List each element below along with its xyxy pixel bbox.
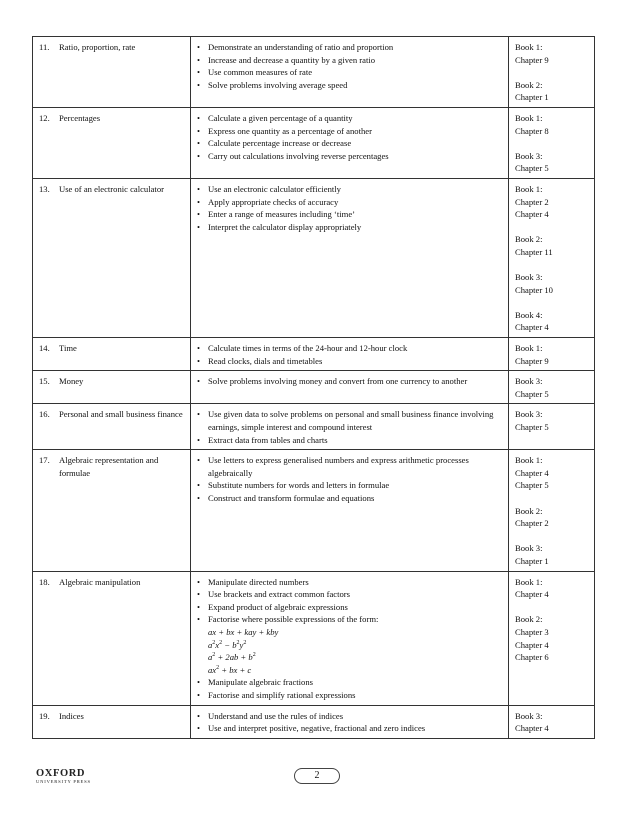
chapter-reference: Chapter 3: [515, 626, 549, 637]
objective-item: • Use letters to express generalised numbers and express arithmetic processes algebraically: [197, 454, 503, 479]
book-reference: Book 3:: [515, 272, 543, 283]
topic-number: 14.: [39, 343, 50, 354]
references-cell: [509, 178, 595, 337]
objectives-cell: [191, 37, 509, 108]
topic-name: Money: [59, 376, 84, 387]
publisher-subtitle: UNIVERSITY PRESS: [36, 779, 91, 784]
publisher-name: OXFORD: [36, 768, 86, 779]
objective-item: • Interpret the calculator display appropriately: [197, 221, 503, 234]
formula-item: $a^2 + 2ab + b^2$: [208, 652, 256, 663]
chapter-reference: Chapter 4: [515, 639, 549, 650]
objective-item: • Manipulate directed numbers: [197, 576, 503, 589]
topic-row: [33, 705, 595, 738]
references-cell: [509, 450, 595, 571]
topic-number: 16.: [39, 409, 50, 420]
topic-name: Percentages: [59, 112, 101, 123]
book-reference: Book 1:: [515, 455, 543, 466]
objective-item: • Use common measures of rate: [197, 66, 503, 79]
objective-item: • Calculate a given percentage of a quantity: [197, 112, 503, 125]
objective-item: • Calculate percentage increase or decrease: [197, 137, 503, 150]
objective-item: • Extract data from tables and charts: [197, 434, 503, 447]
chapter-reference: Chapter 6: [515, 652, 549, 663]
chapter-reference: Chapter 4: [515, 723, 549, 734]
topic-row: [33, 178, 595, 337]
objectives-cell: [191, 450, 509, 571]
objectives-list: [197, 576, 503, 702]
topic-cell: [33, 178, 191, 337]
topic-cell: [33, 107, 191, 178]
formula-item: ax + bx + kay + kby: [208, 626, 279, 637]
topic-name: Algebraic representation and formulae: [59, 455, 159, 478]
book-reference: Book 2:: [515, 505, 543, 516]
book-reference: Book 3:: [515, 376, 543, 387]
book-reference: Book 3:: [515, 150, 543, 161]
objectives-list: [197, 454, 503, 504]
objectives-list: [197, 41, 503, 91]
book-reference: Book 2:: [515, 234, 543, 245]
chapter-reference: Chapter 4: [515, 589, 549, 600]
book-reference: Book 1:: [515, 112, 543, 123]
formula-item: $ax^2$ + bx + c: [208, 664, 252, 675]
objectives-list: [197, 342, 503, 367]
references-cell: [509, 338, 595, 371]
objectives-cell: [191, 178, 509, 337]
topic-number: 17.: [39, 455, 50, 466]
book-reference: Book 1:: [515, 576, 543, 587]
book-reference: Book 1:: [515, 343, 543, 354]
chapter-reference: Chapter 1: [515, 92, 549, 103]
topic-cell: [33, 705, 191, 738]
objectives-cell: [191, 371, 509, 404]
objectives-list: [197, 375, 503, 388]
references-cell: [509, 107, 595, 178]
objective-item: • Read clocks, dials and timetables: [197, 355, 503, 368]
topic-cell: [33, 571, 191, 705]
book-reference: Book 1:: [515, 183, 543, 194]
chapter-reference: Chapter 5: [515, 163, 549, 174]
book-reference: Book 2:: [515, 79, 543, 90]
topic-number: 13.: [39, 183, 50, 194]
topic-name: Personal and small business finance: [59, 409, 183, 420]
topic-name: Indices: [59, 710, 84, 721]
topic-number: 19.: [39, 710, 50, 721]
objective-item: • Understand and use the rules of indices: [197, 710, 503, 723]
topic-row: [33, 371, 595, 404]
topic-name: Time: [59, 343, 77, 354]
chapter-reference: Chapter 4: [515, 209, 549, 220]
chapter-reference: Chapter 2: [515, 518, 549, 529]
topic-row: [33, 450, 595, 571]
chapter-reference: Chapter 5: [515, 480, 549, 491]
chapter-reference: Chapter 9: [515, 355, 549, 366]
chapter-reference: Chapter 4: [515, 322, 549, 333]
topic-cell: [33, 450, 191, 571]
objectives-list: [197, 710, 503, 735]
objective-item: • Use an electronic calculator efficiently: [197, 183, 503, 196]
topic-row: [33, 37, 595, 108]
oxford-logo: [36, 768, 91, 785]
objective-item: • Substitute numbers for words and letters in formulae: [197, 479, 503, 492]
topic-cell: [33, 404, 191, 450]
topic-name: Ratio, proportion, rate: [59, 42, 136, 52]
objectives-cell: [191, 338, 509, 371]
chapter-reference: Chapter 1: [515, 555, 549, 566]
chapter-reference: Chapter 5: [515, 422, 549, 433]
objective-item: • Use and interpret positive, negative, fractional and zero indices: [197, 722, 503, 735]
objectives-cell: [191, 571, 509, 705]
objective-item: • Calculate times in terms of the 24-hour and 12-hour clock: [197, 342, 503, 355]
topic-number: 18.: [39, 576, 50, 587]
objective-item: • Carry out calculations involving reverse percentages: [197, 150, 503, 163]
references-cell: [509, 404, 595, 450]
objective-item: • Enter a range of measures including ‘time’: [197, 208, 503, 221]
objective-item: • Solve problems involving average speed: [197, 79, 503, 92]
objective-item: • Apply appropriate checks of accuracy: [197, 196, 503, 209]
book-reference: Book 3:: [515, 409, 543, 420]
objectives-list: [197, 112, 503, 162]
topic-row: [33, 571, 595, 705]
topic-name: Use of an electronic calculator: [59, 183, 164, 194]
topic-name: Algebraic manipulation: [59, 576, 141, 587]
book-reference: Book 1:: [515, 42, 543, 52]
chapter-reference: Chapter 9: [515, 54, 549, 65]
objective-item: • Factorise where possible expressions of the form:: [197, 613, 503, 626]
objective-item: • Increase and decrease a quantity by a given ratio: [197, 54, 503, 67]
references-cell: [509, 37, 595, 108]
topic-number: 12.: [39, 112, 50, 123]
objective-item: • Use given data to solve problems on personal and small business finance involving earnings, simple interest and compound interest: [197, 408, 503, 433]
objective-item: • Express one quantity as a percentage of another: [197, 125, 503, 138]
syllabus-table: [32, 36, 595, 739]
book-reference: Book 2:: [515, 614, 543, 625]
objectives-list: [197, 183, 503, 233]
page-number: 2: [294, 768, 340, 784]
references-cell: [509, 705, 595, 738]
topic-row: [33, 404, 595, 450]
chapter-reference: Chapter 8: [515, 125, 549, 136]
chapter-reference: Chapter 11: [515, 246, 553, 257]
book-reference: Book 3:: [515, 543, 543, 554]
formula-item: $a^2x^2 - b^2y^2$: [208, 639, 247, 650]
chapter-reference: Chapter 2: [515, 196, 549, 207]
references-cell: [509, 571, 595, 705]
objective-item: • Solve problems involving money and convert from one currency to another: [197, 375, 503, 388]
topic-row: [33, 107, 595, 178]
topic-cell: [33, 371, 191, 404]
chapter-reference: Chapter 5: [515, 388, 549, 399]
references-cell: [509, 371, 595, 404]
objective-item: • Construct and transform formulae and equations: [197, 492, 503, 505]
objectives-cell: [191, 107, 509, 178]
chapter-reference: Chapter 4: [515, 467, 549, 478]
chapter-reference: Chapter 10: [515, 284, 553, 295]
topic-number: 15.: [39, 376, 50, 387]
objective-item: • Factorise and simplify rational expressions: [197, 689, 503, 702]
objectives-cell: [191, 705, 509, 738]
book-reference: Book 3:: [515, 710, 543, 721]
objective-item: • Expand product of algebraic expressions: [197, 601, 503, 614]
topic-cell: [33, 338, 191, 371]
topic-row: [33, 338, 595, 371]
objective-item: • Demonstrate an understanding of ratio and proportion: [197, 41, 503, 54]
topic-cell: [33, 37, 191, 108]
objectives-list: [197, 408, 503, 446]
objectives-cell: [191, 404, 509, 450]
syllabus-table-body: [33, 37, 595, 739]
objective-item: • Manipulate algebraic fractions: [197, 676, 503, 689]
topic-number: 11.: [39, 42, 50, 52]
objective-item: • Use brackets and extract common factors: [197, 588, 503, 601]
book-reference: Book 4:: [515, 309, 543, 320]
